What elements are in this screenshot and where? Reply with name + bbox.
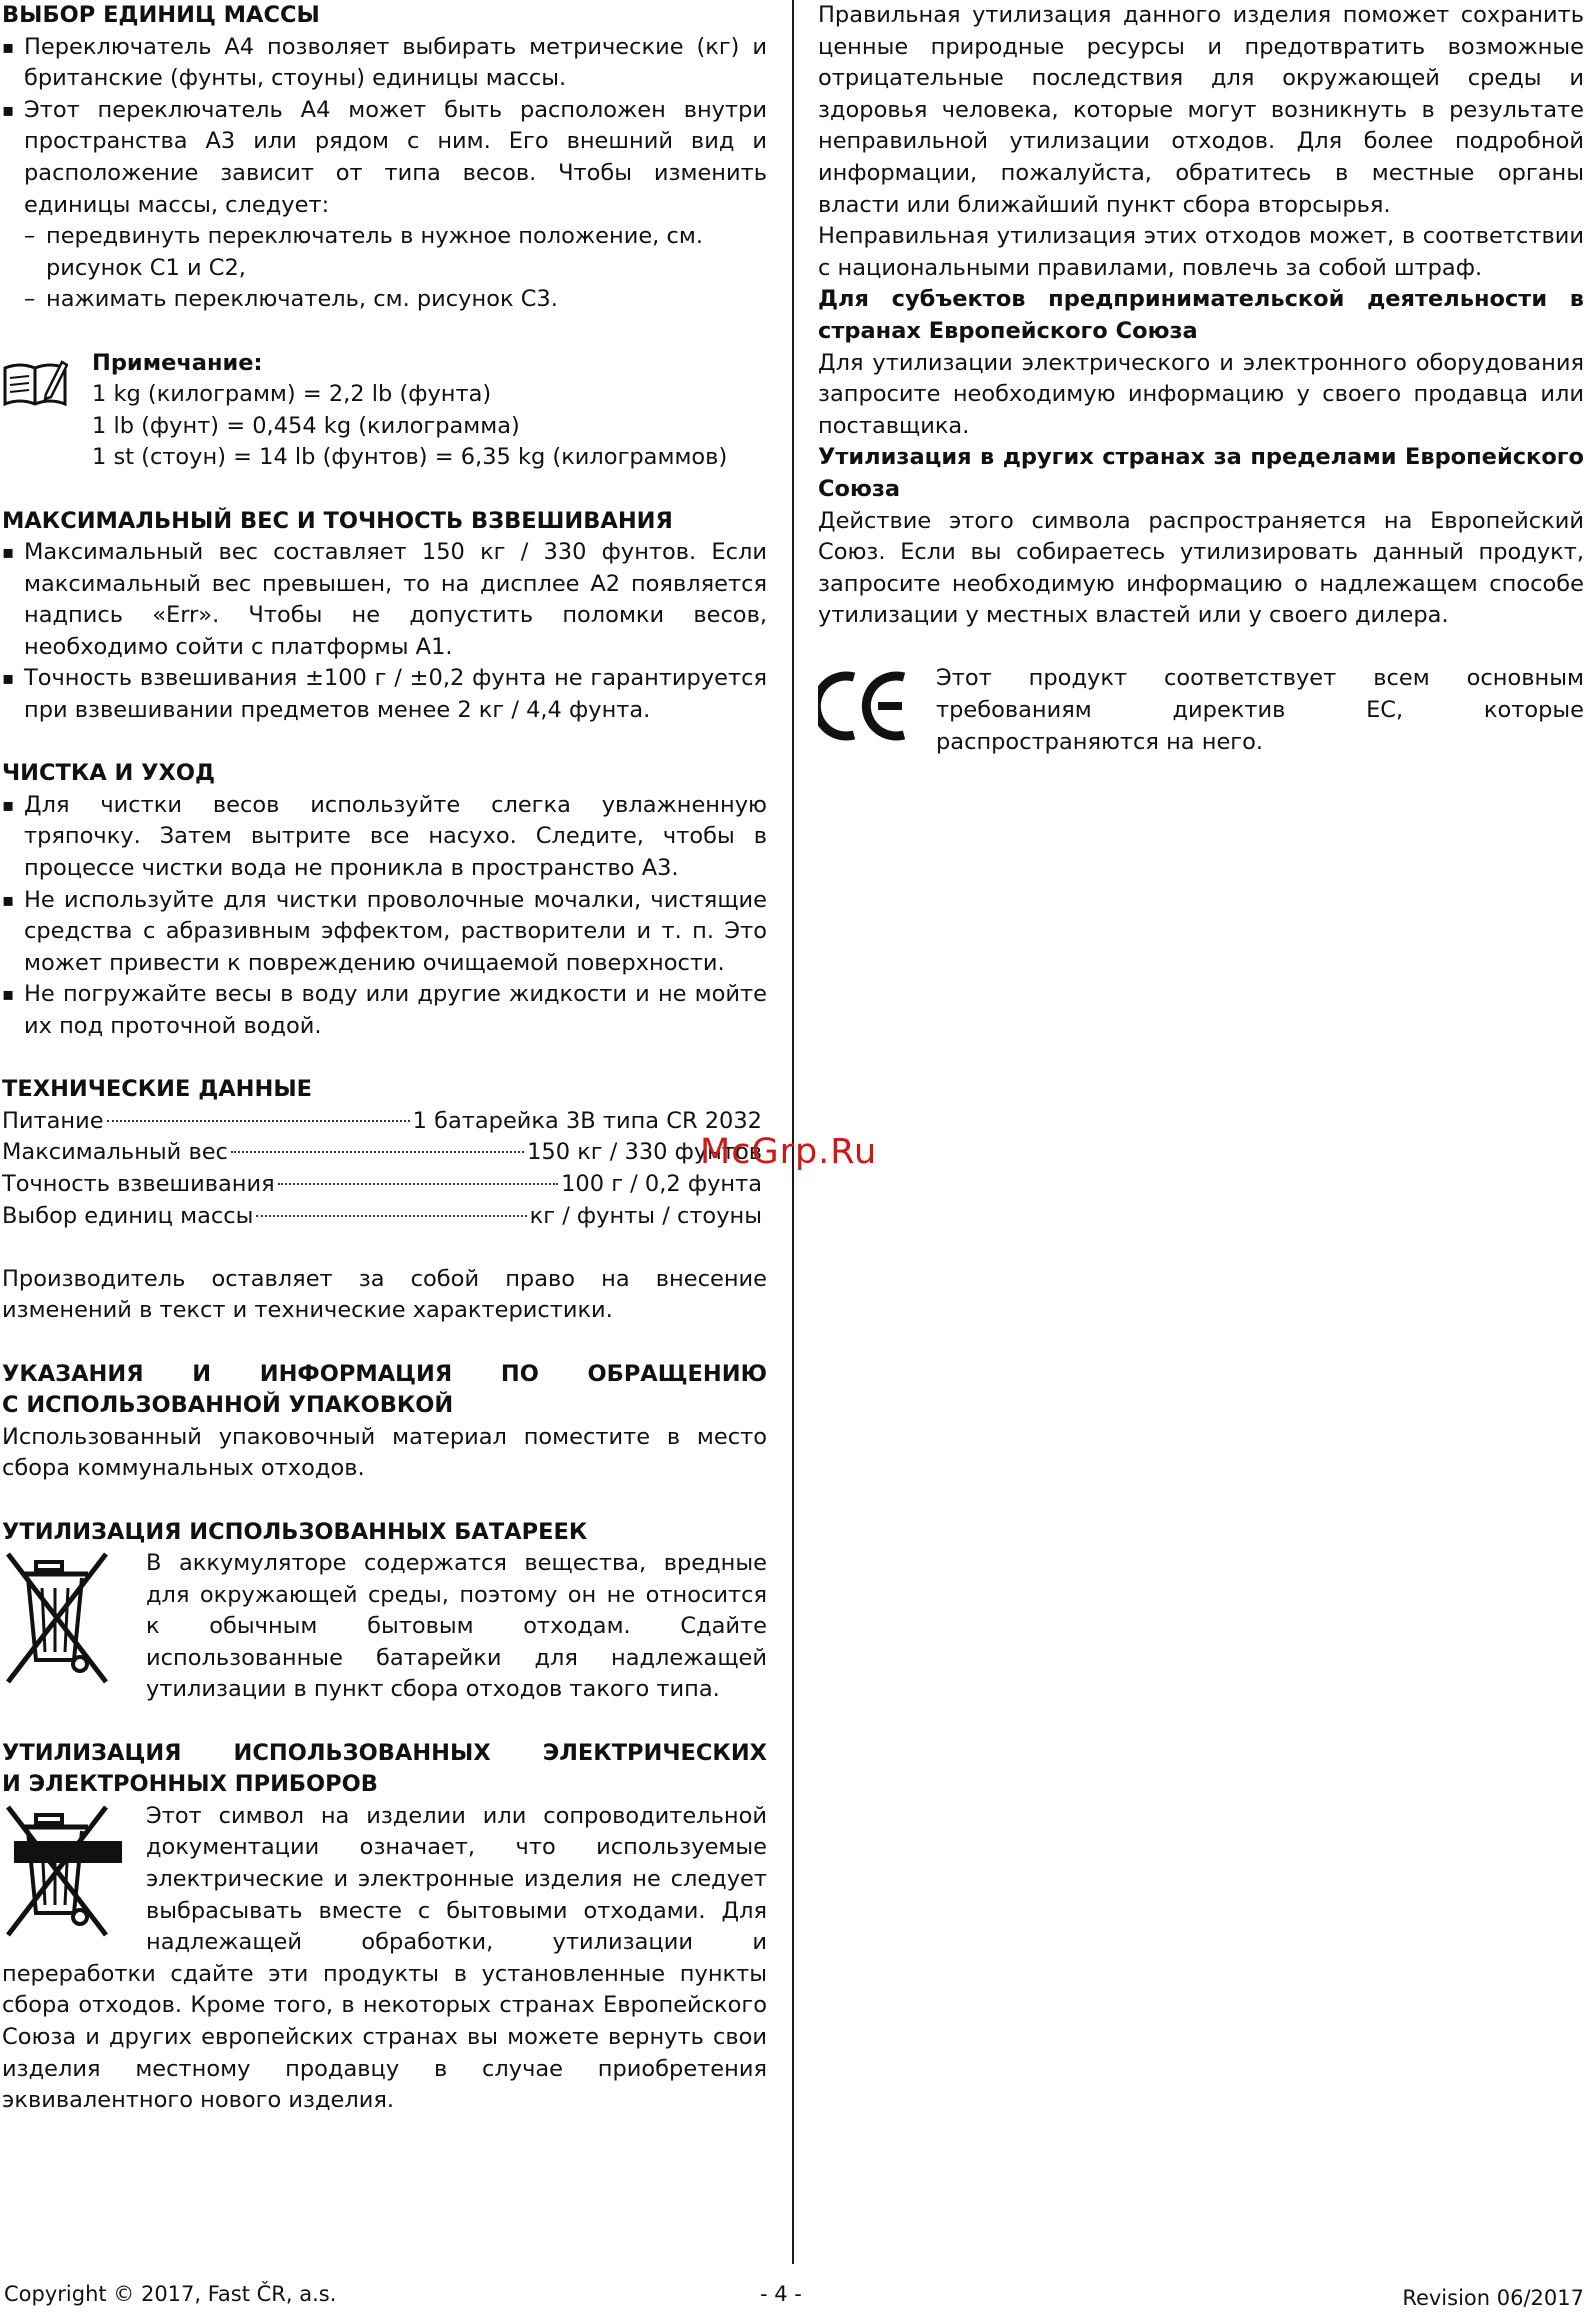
footer-page-number: - 4 - — [760, 2282, 802, 2306]
subheading: Утилизация в других странах за пределами Европейского Союза — [818, 444, 1584, 502]
right-column — [818, 0, 1584, 758]
section-units — [2, 0, 767, 316]
dash-list — [2, 221, 767, 316]
crossed-bin-icon — [2, 1548, 122, 1688]
section-title: ЧИСТКА И УХОД — [2, 760, 216, 787]
paragraph: Для утилизации электрического и электронного оборудования запросите необходимую информацию у своего продавца или поставщика. — [818, 349, 1584, 439]
spec-label: Питание — [2, 1107, 104, 1134]
section-battery — [2, 1517, 767, 1707]
dot-leader — [231, 1151, 524, 1153]
spec-row — [2, 1169, 762, 1201]
watermark: McGrp.Ru — [700, 1132, 878, 1172]
bullet-list — [2, 790, 767, 1043]
crossed-bin-icon — [2, 1801, 122, 1941]
note-line: 1 kg (килограмм) = 2,2 lb (фунта) — [92, 381, 492, 408]
left-column — [2, 0, 767, 2148]
paragraph: Действие этого символа распространяется на Европейский Союз. Если вы собираетесь утилизировать данный продукт, запросите необходимую информацию о надлежащем способе утилизации у местных властей или у своего дилера. — [818, 507, 1584, 629]
section-care — [2, 758, 767, 1042]
section-title: С ИСПОЛЬЗОВАННОЙ УПАКОВКОЙ — [2, 1392, 454, 1419]
dot-leader — [107, 1120, 410, 1122]
list-item: ▪ Не погружайте весы в воду или другие жидкости и не мойте их под проточной водой. — [2, 979, 767, 1042]
section-reserve — [2, 1264, 767, 1327]
section-title: УТИЛИЗАЦИЯ ИСПОЛЬЗОВАННЫХ ЭЛЕКТРИЧЕСКИХ — [2, 1739, 767, 1766]
spec-label: Максимальный вес — [2, 1139, 228, 1166]
footer-copyright: Copyright © 2017, Fast ČR, a.s. — [4, 2282, 337, 2306]
section-title: УКАЗАНИЯ И ИНФОРМАЦИЯ ПО ОБРАЩЕНИЮ — [2, 1360, 767, 1387]
weee-block — [2, 1801, 767, 2117]
spec-row — [2, 1106, 762, 1138]
paragraph: Неправильная утилизация этих отходов может, в соответствии с национальными правилами, повлечь за собой штраф. — [818, 223, 1584, 281]
footer-revision: Revision 06/2017 — [1402, 2286, 1584, 2310]
section-packaging — [2, 1359, 767, 1485]
dot-leader — [278, 1183, 558, 1185]
subheading: Для субъектов предпринимательской деятельности в странах Европейского Союза — [818, 286, 1584, 344]
section-tech-data — [2, 1074, 762, 1232]
section-title: ВЫБОР ЕДИНИЦ МАССЫ — [2, 2, 320, 28]
paragraph: В аккумуляторе содержатся вещества, вредные для окружающей среды, поэтому он не относится к обычным бытовым отходам. Сдайте использованные батарейки для надлежащей утилизации в пункт сбора отходов такого типа. — [146, 1550, 767, 1703]
spec-label: Точность взвешивания — [2, 1170, 275, 1197]
note-book-icon — [2, 358, 68, 410]
list-item: ▪ Переключатель A4 позволяет выбирать метрические (кг) и британские (фунты, стоуны) единицы массы. — [2, 32, 767, 95]
dot-leader — [256, 1215, 526, 1217]
note-line: 1 lb (фунт) = 0,454 kg (килограмма) — [92, 412, 520, 439]
list-item: ▪ Для чистки весов используйте слегка увлажненную тряпочку. Затем вытрите все насухо. Следите, чтобы в процессе чистки вода не проникла в пространство A3. — [2, 790, 767, 885]
list-item: ▪ Не используйте для чистки проволочные мочалки, чистящие средства с абразивным эффектом, растворители и т. п. Это может привести к повреждению очищаемой поверхности. — [2, 885, 767, 980]
spec-row — [2, 1137, 762, 1169]
section-max-weight — [2, 506, 767, 727]
ce-mark-icon — [818, 669, 910, 743]
spec-value: 1 батарейка 3В типа CR 2032 — [412, 1107, 762, 1134]
list-item: ▪ Максимальный вес составляет 150 кг / 330 фунтов. Если максимальный вес превышен, то на дисплее A2 появляется надпись «Err». Чтобы не допустить поломки весов, необходимо сойти с платформы A1. — [2, 537, 767, 663]
section-weee — [2, 1738, 767, 2117]
spec-label: Выбор единиц массы — [2, 1202, 254, 1229]
section-title: И ЭЛЕКТРОННЫХ ПРИБОРОВ — [2, 1771, 378, 1798]
list-item: – нажимать переключатель, см. рисунок C3. — [2, 284, 767, 316]
note-block — [2, 348, 767, 474]
spec-row — [2, 1201, 762, 1233]
paragraph: Этот символ на изделии или сопроводительной документации означает, что используемые электрические и электронные изделия не следует выбрасывать вместе с бытовыми отходами. Для надлежащей обработки, утилизации и переработки сдайте эти продукты в установленные пункты сбора отходов. Кроме того, в некоторых странах Европейского Союза и других европейских странах вы можете вернуть свои изделия местному продавцу в случае приобретения эквивалентного нового изделия. — [2, 1802, 767, 2114]
paragraph: Использованный упаковочный материал поместите в место сбора коммунальных отходов. — [2, 1423, 767, 1482]
ce-block — [818, 663, 1584, 758]
paragraph: Производитель оставляет за собой право на внесение изменений в текст и технические характеристики. — [2, 1265, 767, 1324]
ce-text: Этот продукт соответствует всем основным требованиям директив ЕС, которые распространяются на него. — [936, 665, 1584, 755]
list-item: ▪ Точность взвешивания ±100 г / ±0,2 фунта не гарантируется при взвешивании предметов менее 2 кг / 4,4 фунта. — [2, 663, 767, 726]
note-line: 1 st (стоун) = 14 lb (фунтов) = 6,35 kg (килограммов) — [92, 444, 728, 471]
spec-value: 150 кг / 330 фунтов — [527, 1139, 762, 1166]
section-title: ТЕХНИЧЕСКИЕ ДАННЫЕ — [2, 1076, 313, 1103]
section-title: МАКСИМАЛЬНЫЙ ВЕС И ТОЧНОСТЬ ВЗВЕШИВАНИЯ — [2, 507, 673, 534]
page-footer — [0, 2270, 1588, 2313]
bullet-list — [2, 537, 767, 727]
spec-value: кг / фунты / стоуны — [529, 1202, 762, 1229]
list-item: ▪ Этот переключатель A4 может быть расположен внутри пространства A3 или рядом с ним. Его внешний вид и расположение зависит от типа весов. Чтобы изменить единицы массы, следует: — [2, 95, 767, 221]
bullet-list — [2, 32, 767, 222]
section-title: УТИЛИЗАЦИЯ ИСПОЛЬЗОВАННЫХ БАТАРЕЕК — [2, 1518, 588, 1545]
paragraph: Правильная утилизация данного изделия поможет сохранить ценные природные ресурсы и предотвратить возможные отрицательные последствия для окружающей среды и здоровья человека, которые могут возникнуть в результате неправильной утилизации отходов. Для более подробной информации, пожалуйста, обратитесь в местные органы власти или ближайший пункт сбора вторсырья. — [818, 2, 1584, 218]
weee-symbol — [2, 1801, 122, 1941]
note-title: Примечание: — [92, 349, 263, 376]
list-item: – передвинуть переключатель в нужное положение, см. рисунок C1 и C2, — [2, 221, 767, 284]
battery-block — [2, 1548, 767, 1706]
spec-value: 100 г / 0,2 фунта — [561, 1170, 762, 1197]
